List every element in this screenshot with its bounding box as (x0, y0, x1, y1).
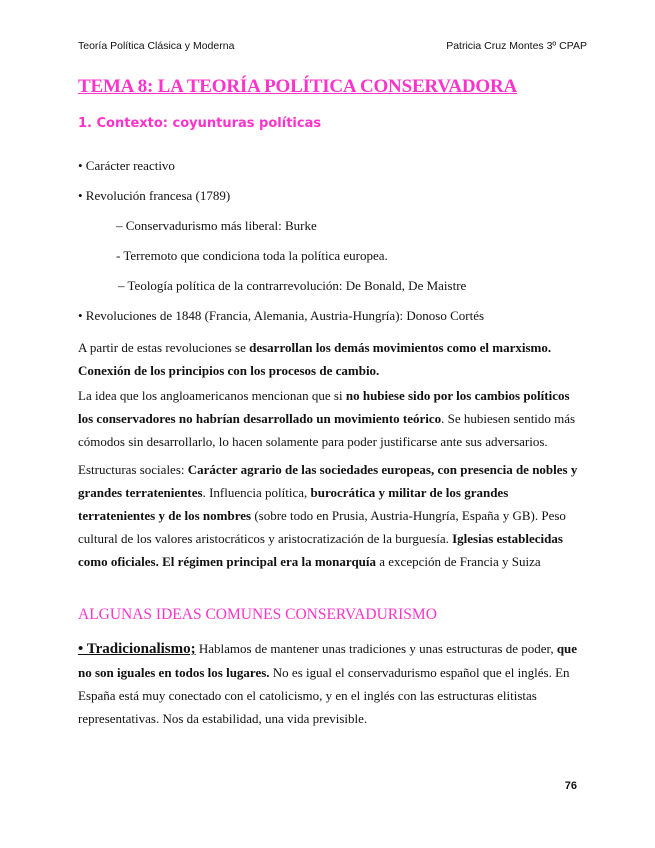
paragraph-bold: Iglesias establecidas como oficiales. El régimen principal era la monarquía (78, 531, 563, 569)
bullet-revoluciones-1848: • Revoluciones de 1848 (Francia, Alemania, Austria-Hungría): Donoso Cortés (78, 308, 485, 323)
paragraph-bold: Carácter agrario de las sociedades europeas, con presencia de nobles y grandes terratenientes (78, 462, 578, 500)
paragraph-text: Estructuras sociales: (78, 462, 188, 477)
page-number: 76 (564, 780, 577, 792)
paragraph-text: Hablamos de mantener unas tradiciones y unas estructuras de poder, (195, 641, 557, 656)
subbullet-burke: – Conservadurismo más liberal: Burke (116, 218, 317, 233)
paragraph-text: (sobre todo en Prusia, Austria-Hungría, España y GB). Peso cultural de los valores aristocráticos y aristocratización de la burguesía. (78, 508, 566, 546)
section-heading-ideas-comunes: ALGUNAS IDEAS COMUNES CONSERVADURISMO (78, 606, 437, 623)
paragraph-text: A partir de estas revoluciones se (78, 340, 250, 355)
running-header-right: Patricia Cruz Montes 3º CPAP (446, 40, 587, 52)
bullet-caracter-reactivo: • Carácter reactivo (78, 158, 175, 173)
paragraph-angloamericanos (78, 384, 578, 453)
paragraph-text: La idea que los angloamericanos mencionan que si (78, 388, 346, 403)
paragraph-text: No es igual el conservadurismo español que el inglés. En España está muy conectado con el catolicismo, y en el inglés con las estructuras elitistas representativas. Nos da estabilidad, una vida previsible. (78, 665, 570, 726)
subbullet-teologia: – Teología política de la contrarrevolución: De Bonald, De Maistre (118, 278, 467, 293)
bullet-revolucion-francesa: • Revolución francesa (1789) (78, 188, 231, 203)
paragraph-text: . Influencia política, (202, 485, 311, 500)
section-subtitle: 1. Contexto: coyunturas políticas (78, 116, 322, 131)
paragraph-revoluciones (78, 336, 578, 382)
paragraph-text: a excepción de Francia y Suiza (376, 554, 541, 569)
paragraph-bold: no hubiese sido por los cambios políticos los conservadores no habrían desarrollado un movimiento teórico (78, 388, 570, 426)
paragraph-tradicionalismo (78, 637, 578, 730)
paragraph-estructuras-sociales (78, 458, 578, 573)
page-title: TEMA 8: LA TEORÍA POLÍTICA CONSERVADORA (78, 76, 518, 97)
paragraph-text: . Se hubiesen sentido más cómodos sin desarrollarlo, lo hacen solamente para poder justificarse ante sus adversarios. (78, 411, 576, 449)
tradicionalismo-label: • Tradicionalismo; (78, 641, 196, 657)
subbullet-terremoto: - Terremoto que condiciona toda la política europea. (116, 248, 388, 263)
paragraph-bold: burocrática y militar de los grandes terratenientes y de los nombres (78, 485, 509, 523)
running-header-left: Teoría Política Clásica y Moderna (78, 40, 235, 52)
paragraph-bold: desarrollan los demás movimientos como el marxismo. Conexión de los principios con los procesos de cambio. (78, 340, 552, 378)
paragraph-bold: que no son iguales en todos los lugares. (78, 641, 578, 680)
